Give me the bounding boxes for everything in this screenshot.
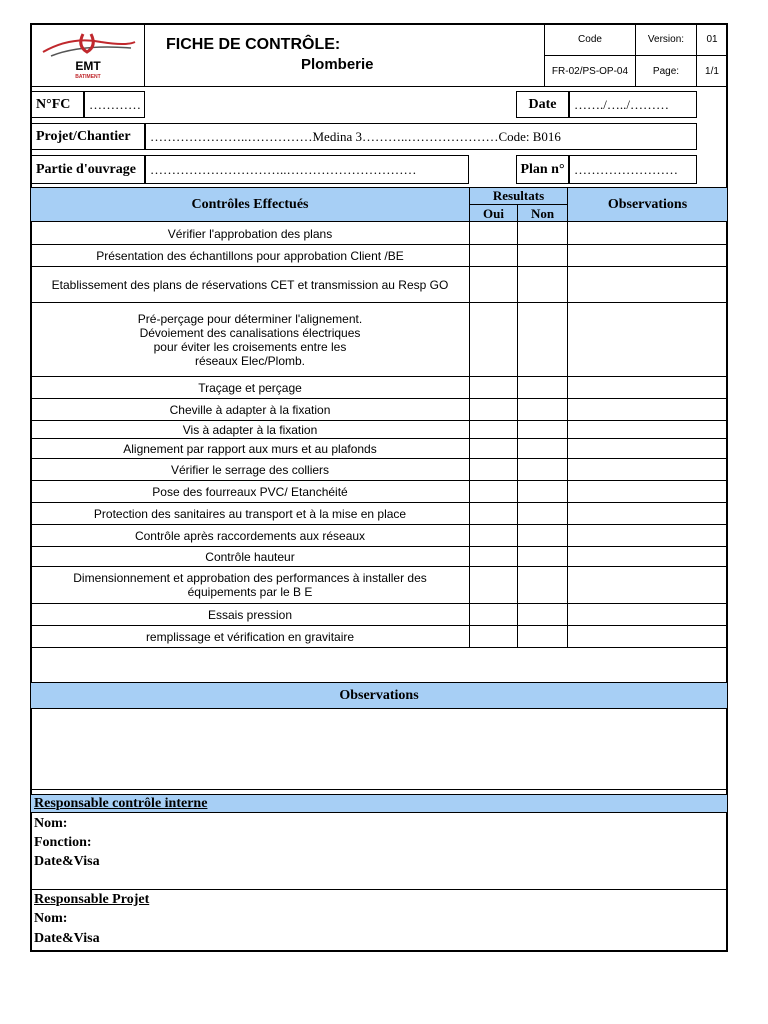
logo-subtext: BATIMENT [75, 74, 101, 80]
date-field[interactable]: ……./…../……… [569, 91, 697, 118]
partie-label: Partie d'ouvrage [31, 155, 145, 184]
divider [544, 55, 727, 56]
row-divider [31, 420, 727, 421]
row-divider [31, 603, 727, 604]
row-divider [31, 398, 727, 399]
control-row: Vis à adapter à la fixation [182, 422, 318, 437]
control-row: Pose des fourreaux PVC/ Etanchéité [152, 484, 348, 499]
version-value: 01 [706, 33, 718, 45]
row-divider [31, 566, 727, 567]
control-row: Essais pression [207, 607, 293, 622]
control-row: Contrôle hauteur [205, 549, 295, 564]
row-divider [31, 302, 727, 303]
interne-nom: Nom: [34, 816, 68, 831]
control-row: Alignement par rapport aux murs et au plafonds [123, 441, 377, 456]
projet-date-visa: Date&Visa [34, 931, 100, 946]
row-divider [31, 244, 727, 245]
divider [31, 86, 727, 87]
row-divider [31, 546, 727, 547]
control-row: Pré-perçage pour déterminer l'alignement. Dévoiement des canalisations électriques pour éviter les croisements entre les réseaux Elec/Plomb. [137, 311, 363, 368]
divider [31, 889, 727, 890]
row-divider [31, 376, 727, 377]
logo [31, 24, 145, 86]
header-oui: Oui [483, 205, 504, 221]
row-divider [31, 625, 727, 626]
version-label: Version: [647, 33, 685, 45]
form-subtitle: Plomberie [301, 56, 374, 73]
observations-area[interactable] [31, 710, 727, 789]
control-row: Protection des sanitaires au transport et à la mise en place [93, 506, 407, 521]
divider [517, 205, 518, 647]
page-label: Page: [652, 65, 680, 77]
partie-field[interactable]: …………………………..………………………… [145, 155, 469, 184]
control-row: Dimensionnement et approbation des performances à installer des équipements par le B E [73, 571, 427, 599]
header-observations: Observations [607, 196, 688, 212]
page-value: 1/1 [705, 65, 719, 77]
control-row: Vérifier le serrage des colliers [170, 462, 330, 477]
divider [31, 789, 727, 790]
interne-date-visa: Date&Visa [34, 854, 100, 869]
control-row: Présentation des échantillons pour approbation Client /BE [96, 248, 404, 263]
row-divider [31, 647, 727, 648]
row-divider [31, 502, 727, 503]
divider [567, 187, 568, 647]
row-divider [31, 480, 727, 481]
logo-text: EMT [75, 59, 101, 73]
form-title: FICHE DE CONTRÔLE: [166, 36, 341, 53]
projet-label: Projet/Chantier [31, 123, 145, 150]
interne-fonction: Fonction: [34, 835, 92, 850]
observations-title: Observations [339, 687, 419, 703]
plan-field[interactable]: …………………… [569, 155, 697, 184]
responsable-interne-title: Responsable contrôle interne [34, 795, 208, 811]
divider [144, 24, 145, 86]
code-value: FR-02/PS-OP-04 [551, 65, 629, 77]
header-controls: Contrôles Effectués [191, 196, 309, 212]
nfc-label: N°FC [31, 91, 84, 118]
control-row: Cheville à adapter à la fixation [169, 402, 331, 417]
control-row: Vérifier l'approbation des plans [167, 226, 333, 241]
divider [469, 187, 470, 647]
header-non: Non [530, 205, 555, 221]
control-row: remplissage et vérification en gravitaire [145, 629, 355, 644]
emt-logo-icon [31, 24, 145, 86]
control-row: Contrôle après raccordements aux réseaux [134, 528, 366, 543]
nfc-field[interactable]: ………… [84, 91, 145, 118]
projet-field[interactable]: …………………..……………Medina 3………..…………………Code: B016 [145, 123, 697, 150]
row-divider [31, 458, 727, 459]
responsable-projet-title: Responsable Projet [34, 892, 150, 907]
control-row: Etablissement des plans de réservations CET et transmission au Resp GO [51, 277, 449, 292]
row-divider [31, 524, 727, 525]
control-row: Traçage et perçage [198, 380, 302, 395]
row-divider [31, 438, 727, 439]
code-label: Code [578, 33, 602, 45]
plan-label: Plan n° [516, 155, 569, 184]
projet-nom: Nom: [34, 911, 68, 926]
row-divider [31, 266, 727, 267]
date-label: Date [516, 91, 569, 118]
header-results: Resultats [492, 187, 545, 203]
